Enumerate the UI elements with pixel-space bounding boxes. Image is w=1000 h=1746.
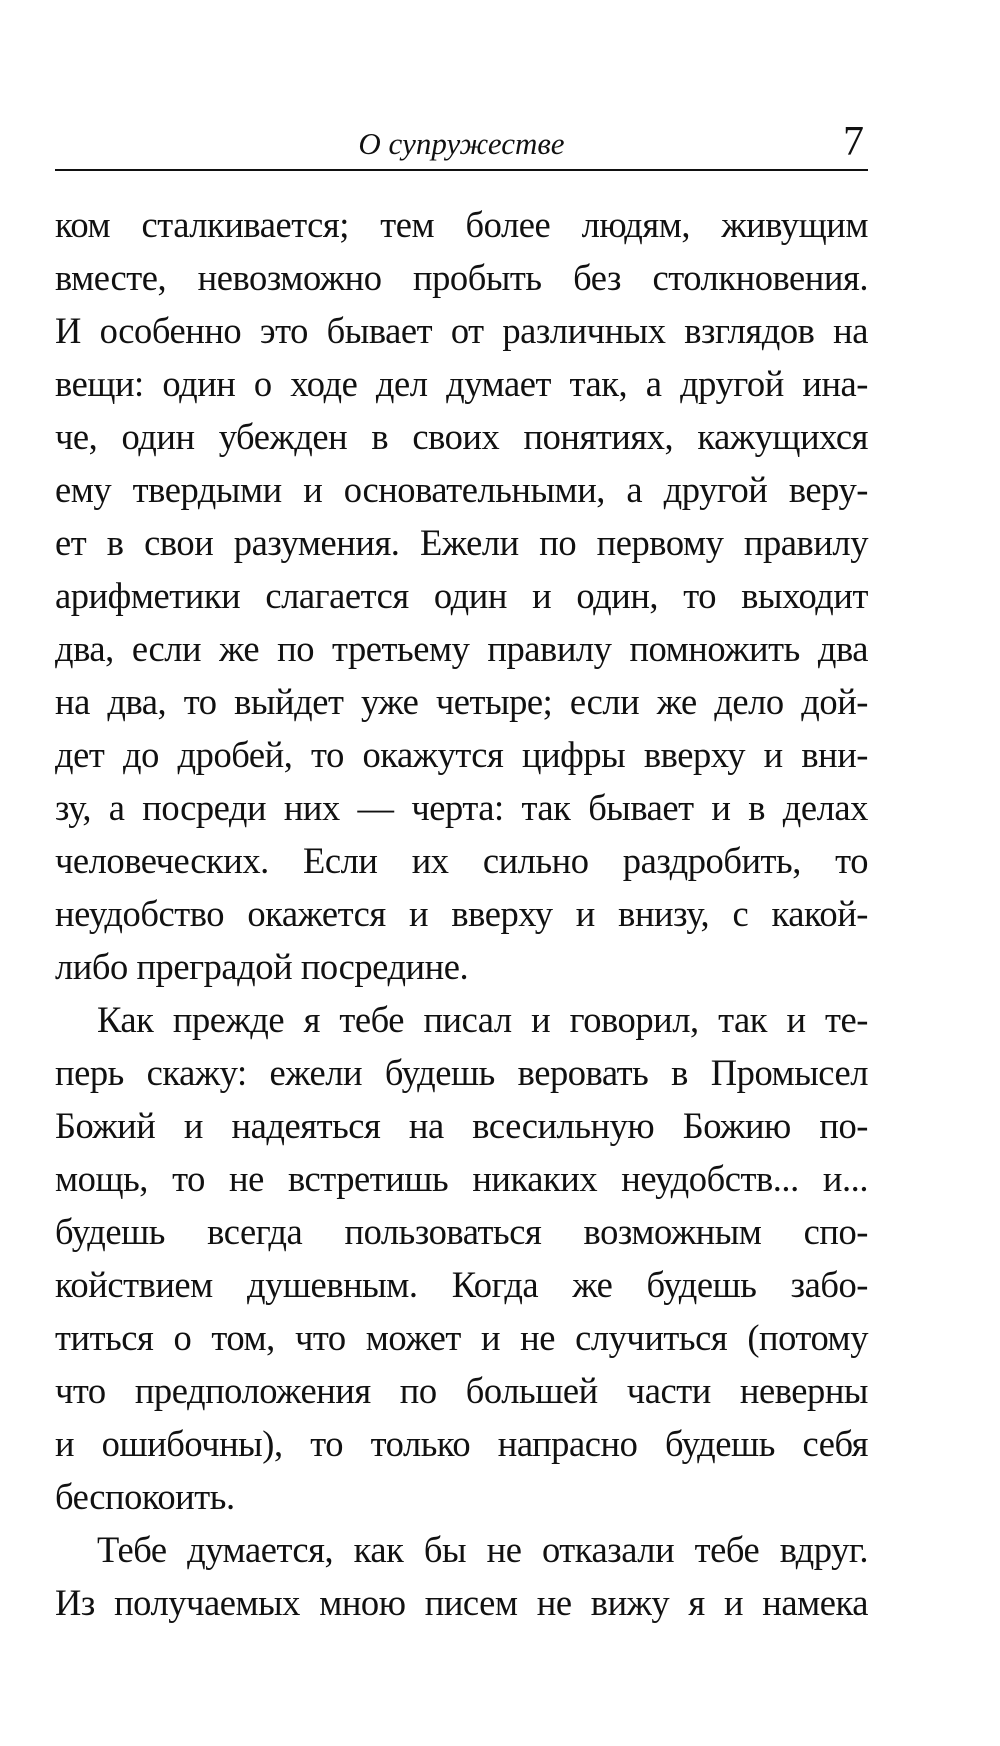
text-line-5: че, один убежден в своих понятиях, кажущихся (55, 416, 868, 457)
text-line-24: и ошибочны), то только напрасно будешь себя (55, 1423, 868, 1464)
text-line-1: ком сталкивается; тем более людям, живущим (55, 204, 868, 245)
text-line-13: человеческих. Если их сильно раздробить, то (55, 840, 868, 881)
text-line-2: вместе, невозможно пробыть без столкновения. (55, 257, 868, 298)
text-line-21: койствием душевным. Когда же будешь забо- (55, 1264, 868, 1305)
text-line-16: Как прежде я тебе писал и говорил, так и те- (97, 999, 868, 1040)
body-text (55, 198, 868, 1629)
text-line-4: вещи: один о ходе дел думает так, а другой ина- (55, 363, 868, 404)
running-head (55, 118, 868, 170)
header-rule (55, 169, 868, 171)
text-line-17: перь скажу: ежели будешь веровать в Промысел (55, 1052, 868, 1093)
text-line-14: неудобство окажется и вверху и внизу, с какой- (55, 893, 868, 934)
text-line-3: И особенно это бывает от различных взглядов на (55, 310, 868, 351)
text-line-10: на два, то выйдет уже четыре; если же дело дой- (55, 681, 868, 722)
text-line-15: либо преградой посредине. (55, 946, 469, 987)
page-number: 7 (843, 119, 864, 165)
text-line-25: беспокоить. (55, 1476, 235, 1517)
text-line-7: ет в свои разумения. Ежели по первому правилу (55, 522, 868, 563)
text-line-20: будешь всегда пользоваться возможным спо- (55, 1211, 868, 1252)
text-line-12: зу, а посреди них — черта: так бывает и в делах (55, 787, 868, 828)
text-line-27: Из получаемых мною писем не вижу я и намека (55, 1582, 868, 1623)
text-line-18: Божий и надеяться на всесильную Божию по- (55, 1105, 868, 1146)
text-line-11: дет до дробей, то окажутся цифры вверху и вни- (55, 734, 868, 775)
chapter-title: О супружестве (358, 126, 565, 161)
text-line-23: что предположения по большей части неверны (55, 1370, 868, 1411)
text-line-9: два, если же по третьему правилу помножить два (55, 628, 868, 669)
text-line-22: титься о том, что может и не случиться (потому (55, 1317, 868, 1358)
text-line-26: Тебе думается, как бы не отказали тебе вдруг. (97, 1529, 868, 1570)
text-line-19: мощь, то не встретишь никаких неудобств... и... (55, 1158, 868, 1199)
text-line-6: ему твердыми и основательными, а другой веру- (55, 469, 868, 510)
text-line-8: арифметики слагается один и один, то выходит (55, 575, 868, 616)
